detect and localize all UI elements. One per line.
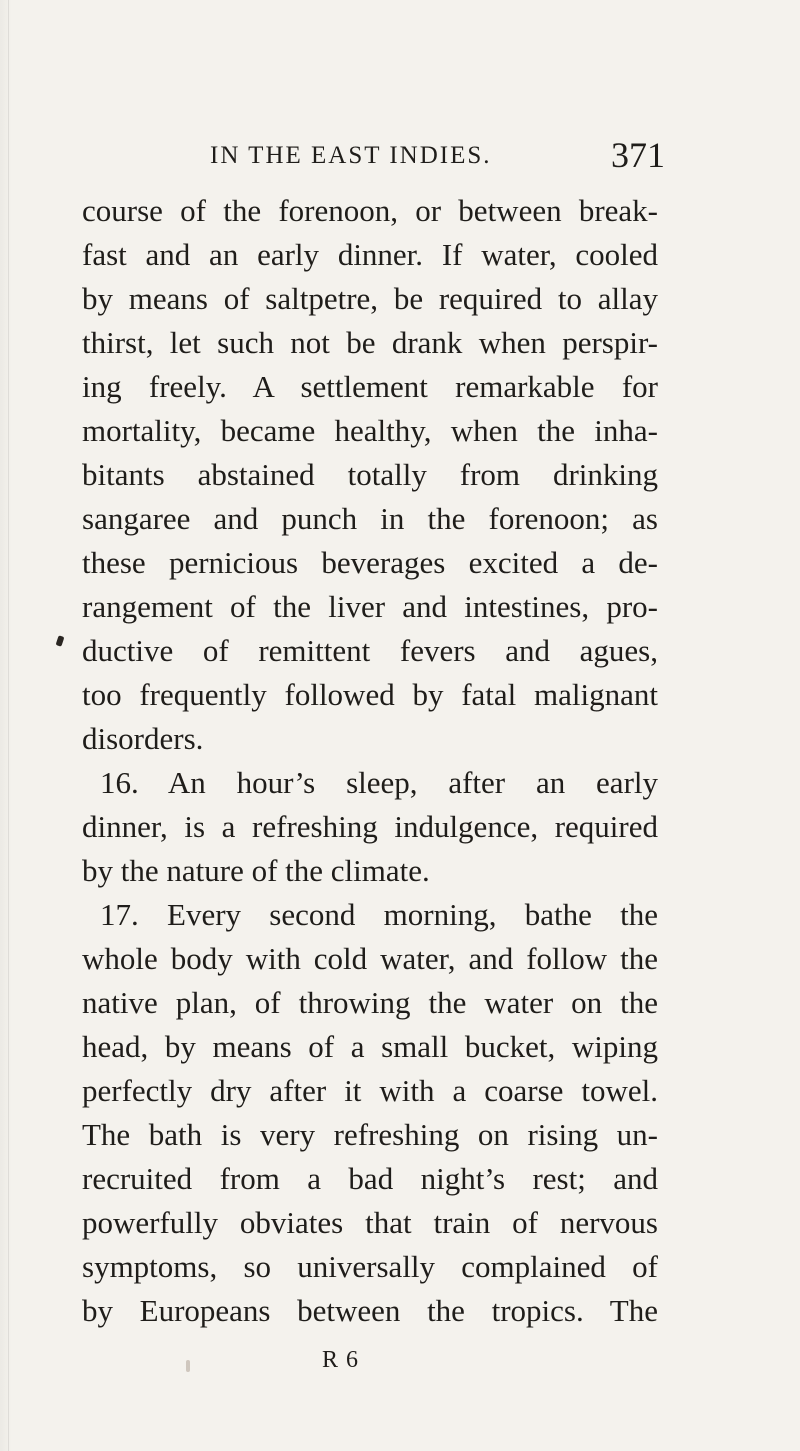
text-line: perfectly dry after it with a coarse towel. xyxy=(82,1073,658,1108)
text-line: native plan, of throwing the water on the xyxy=(82,985,658,1020)
text-line: recruited from a bad night’s rest; and xyxy=(82,1161,658,1196)
text-line: 16. An hour’s sleep, after an early xyxy=(100,765,658,800)
text-line: these pernicious beverages excited a de- xyxy=(82,545,658,580)
text-line: too frequently followed by fatal malignant xyxy=(82,677,658,712)
text-line: dinner, is a refreshing indulgence, required xyxy=(82,809,658,844)
text-line: bitants abstained totally from drinking xyxy=(82,457,658,492)
text-line: ductive of remittent fevers and agues, xyxy=(82,633,658,668)
text-line: symptoms, so universally complained of xyxy=(82,1249,658,1284)
paper-speck xyxy=(186,1360,190,1372)
text-line: sangaree and punch in the forenoon; as xyxy=(82,501,658,536)
page-number: 371 xyxy=(611,135,665,175)
text-line: ing freely. A settlement remarkable for xyxy=(82,369,658,404)
text-line: head, by means of a small bucket, wiping xyxy=(82,1029,658,1064)
text-line: by Europeans between the tropics. The xyxy=(82,1293,658,1328)
running-head: IN THE EAST INDIES. xyxy=(210,142,492,169)
body-text xyxy=(82,193,658,1328)
text-line: powerfully obviates that train of nervous xyxy=(82,1205,658,1240)
text-line: rangement of the liver and intestines, pro- xyxy=(82,589,658,624)
text-line: The bath is very refreshing on rising un- xyxy=(82,1117,658,1152)
text-line: 17. Every second morning, bathe the xyxy=(100,897,658,932)
text-line: by the nature of the climate. xyxy=(82,853,430,888)
page-edge xyxy=(8,0,9,1451)
printer-signature: R 6 xyxy=(322,1347,360,1373)
text-line: mortality, became healthy, when the inha- xyxy=(82,413,658,448)
text-line: course of the forenoon, or between break- xyxy=(82,193,658,228)
margin-mark xyxy=(56,635,65,646)
text-line: fast and an early dinner. If water, cooled xyxy=(82,237,658,272)
text-line: by means of saltpetre, be required to allay xyxy=(82,281,658,316)
text-line: thirst, let such not be drank when perspir- xyxy=(82,325,658,360)
text-line: disorders. xyxy=(82,721,204,756)
page-header xyxy=(210,135,665,176)
text-line: whole body with cold water, and follow the xyxy=(82,941,658,976)
